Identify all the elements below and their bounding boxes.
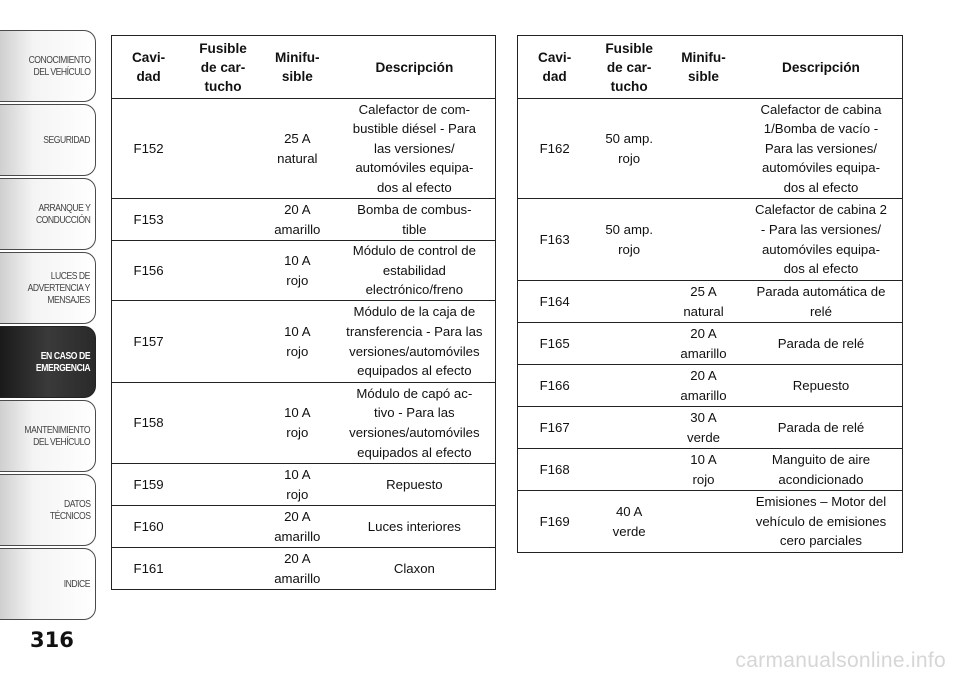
- table-row: [518, 281, 903, 323]
- table-row: [112, 199, 496, 241]
- cell-mini-fuse: 10 A rojo: [667, 449, 740, 491]
- cell-mini-fuse: 10 A rojo: [261, 383, 334, 464]
- header-description: Descripción: [740, 36, 903, 99]
- header-cavity: Cavi- dad: [518, 36, 592, 99]
- cell-description: Repuesto: [740, 365, 903, 407]
- fuse-table-right: [517, 35, 903, 553]
- header-cavity: Cavi- dad: [112, 36, 186, 99]
- cell-description: Repuesto: [334, 464, 496, 506]
- table-row: [112, 464, 496, 506]
- tab-label: SEGURIDAD: [43, 134, 90, 146]
- cell-cavity: F159: [112, 464, 186, 506]
- cell-cavity: F158: [112, 383, 186, 464]
- cell-mini-fuse: [667, 99, 740, 199]
- cell-description: Parada de relé: [740, 407, 903, 449]
- cell-description: Bomba de combus- tible: [334, 199, 496, 241]
- cell-cartridge-fuse: [591, 323, 667, 365]
- fuse-table-left: [111, 35, 496, 590]
- cell-cavity: F153: [112, 199, 186, 241]
- table-row: [112, 383, 496, 464]
- tab-indice[interactable]: [0, 548, 96, 620]
- cell-cartridge-fuse: [591, 407, 667, 449]
- cell-cavity: F169: [518, 491, 592, 553]
- cell-cavity: F166: [518, 365, 592, 407]
- cell-mini-fuse: 20 A amarillo: [261, 199, 334, 241]
- cell-description: Módulo de capó ac- tivo - Para las versiones/automóviles equipados al efecto: [334, 383, 496, 464]
- cell-cavity: F164: [518, 281, 592, 323]
- tab-conocimiento-del-vehiculo[interactable]: [0, 30, 96, 102]
- cell-mini-fuse: 20 A amarillo: [667, 365, 740, 407]
- cell-description: Calefactor de com- bustible diésel - Para las versiones/ automóviles equipa- dos al efecto: [334, 99, 496, 199]
- cell-description: Emisiones – Motor del vehículo de emisiones cero parciales: [740, 491, 903, 553]
- table-row: [518, 99, 903, 199]
- cell-description: Calefactor de cabina 2 - Para las versiones/ automóviles equipa- dos al efecto: [740, 199, 903, 281]
- header-description: Descripción: [334, 36, 496, 99]
- cell-cartridge-fuse: [185, 548, 261, 590]
- cell-description: Claxon: [334, 548, 496, 590]
- cell-description: Calefactor de cabina 1/Bomba de vacío - Para las versiones/ automóviles equipa- dos al efecto: [740, 99, 903, 199]
- header-mini-fuse: Minifu- sible: [261, 36, 334, 99]
- tab-luces-de-advertencia[interactable]: [0, 252, 96, 324]
- left-table-body: [112, 99, 496, 590]
- cell-cavity: F162: [518, 99, 592, 199]
- table-row: [518, 323, 903, 365]
- tab-label: DATOS TÉCNICOS: [49, 498, 90, 522]
- table-row: [518, 491, 903, 553]
- right-table-body: [518, 99, 903, 553]
- cell-cartridge-fuse: 40 A verde: [591, 491, 667, 553]
- cell-description: Manguito de aire acondicionado: [740, 449, 903, 491]
- tab-seguridad[interactable]: [0, 104, 96, 176]
- cell-cavity: F161: [112, 548, 186, 590]
- cell-description: Parada de relé: [740, 323, 903, 365]
- table-header-row: [112, 36, 496, 99]
- tab-label: EN CASO DE EMERGENCIA: [35, 350, 90, 374]
- cell-cartridge-fuse: [185, 99, 261, 199]
- table-row: [518, 199, 903, 281]
- cell-cavity: F160: [112, 506, 186, 548]
- cell-description: Módulo de la caja de transferencia - Para las versiones/automóviles equipados al efecto: [334, 301, 496, 383]
- cell-mini-fuse: 25 A natural: [667, 281, 740, 323]
- cell-cartridge-fuse: 50 amp. rojo: [591, 99, 667, 199]
- cell-cartridge-fuse: [185, 301, 261, 383]
- table-row: [112, 506, 496, 548]
- cell-mini-fuse: 20 A amarillo: [261, 506, 334, 548]
- cell-cartridge-fuse: [185, 506, 261, 548]
- tab-datos-tecnicos[interactable]: [0, 474, 96, 546]
- cell-cartridge-fuse: [591, 281, 667, 323]
- table-header-row: [518, 36, 903, 99]
- table-row: [112, 241, 496, 301]
- watermark: carmanualsonline.info: [735, 649, 946, 672]
- table-row: [518, 407, 903, 449]
- cell-description: Luces interiores: [334, 506, 496, 548]
- tab-label: ARRANQUE Y CONDUCCIÓN: [35, 202, 90, 226]
- cell-cartridge-fuse: [591, 449, 667, 491]
- tab-label: CONOCIMIENTO DEL VEHÍCULO: [28, 54, 90, 78]
- cell-cavity: F167: [518, 407, 592, 449]
- cell-cavity: F165: [518, 323, 592, 365]
- cell-cartridge-fuse: [185, 199, 261, 241]
- tab-label: MANTENIMIENTO DEL VEHÍCULO: [24, 424, 90, 448]
- header-mini-fuse: Minifu- sible: [667, 36, 740, 99]
- cell-mini-fuse: [667, 199, 740, 281]
- cell-mini-fuse: 10 A rojo: [261, 241, 334, 301]
- cell-mini-fuse: 20 A amarillo: [667, 323, 740, 365]
- header-cartridge-fuse: Fusible de car- tucho: [591, 36, 667, 99]
- page-number: 316: [30, 628, 74, 652]
- cell-cartridge-fuse: [185, 383, 261, 464]
- cell-mini-fuse: 10 A rojo: [261, 464, 334, 506]
- cell-mini-fuse: [667, 491, 740, 553]
- cell-mini-fuse: 10 A rojo: [261, 301, 334, 383]
- tab-arranque-y-conduccion[interactable]: [0, 178, 96, 250]
- cell-cavity: F168: [518, 449, 592, 491]
- cell-mini-fuse: 30 A verde: [667, 407, 740, 449]
- tab-label: LUCES DE ADVERTENCIA Y MENSAJES: [27, 270, 90, 306]
- tab-mantenimiento-del-vehiculo[interactable]: [0, 400, 96, 472]
- cell-cartridge-fuse: [591, 365, 667, 407]
- table-row: [518, 365, 903, 407]
- table-row: [518, 449, 903, 491]
- cell-cavity: F163: [518, 199, 592, 281]
- table-row: [112, 548, 496, 590]
- header-cartridge-fuse: Fusible de car- tucho: [185, 36, 261, 99]
- cell-cavity: F157: [112, 301, 186, 383]
- cell-cartridge-fuse: [185, 241, 261, 301]
- cell-cartridge-fuse: 50 amp. rojo: [591, 199, 667, 281]
- cell-mini-fuse: 25 A natural: [261, 99, 334, 199]
- cell-description: Parada automática de relé: [740, 281, 903, 323]
- cell-cavity: F152: [112, 99, 186, 199]
- tab-label: INDICE: [63, 578, 90, 590]
- table-row: [112, 301, 496, 383]
- cell-cartridge-fuse: [185, 464, 261, 506]
- tab-en-caso-de-emergencia[interactable]: [0, 326, 96, 398]
- table-row: [112, 99, 496, 199]
- cell-description: Módulo de control de estabilidad electrónico/freno: [334, 241, 496, 301]
- cell-cavity: F156: [112, 241, 186, 301]
- cell-mini-fuse: 20 A amarillo: [261, 548, 334, 590]
